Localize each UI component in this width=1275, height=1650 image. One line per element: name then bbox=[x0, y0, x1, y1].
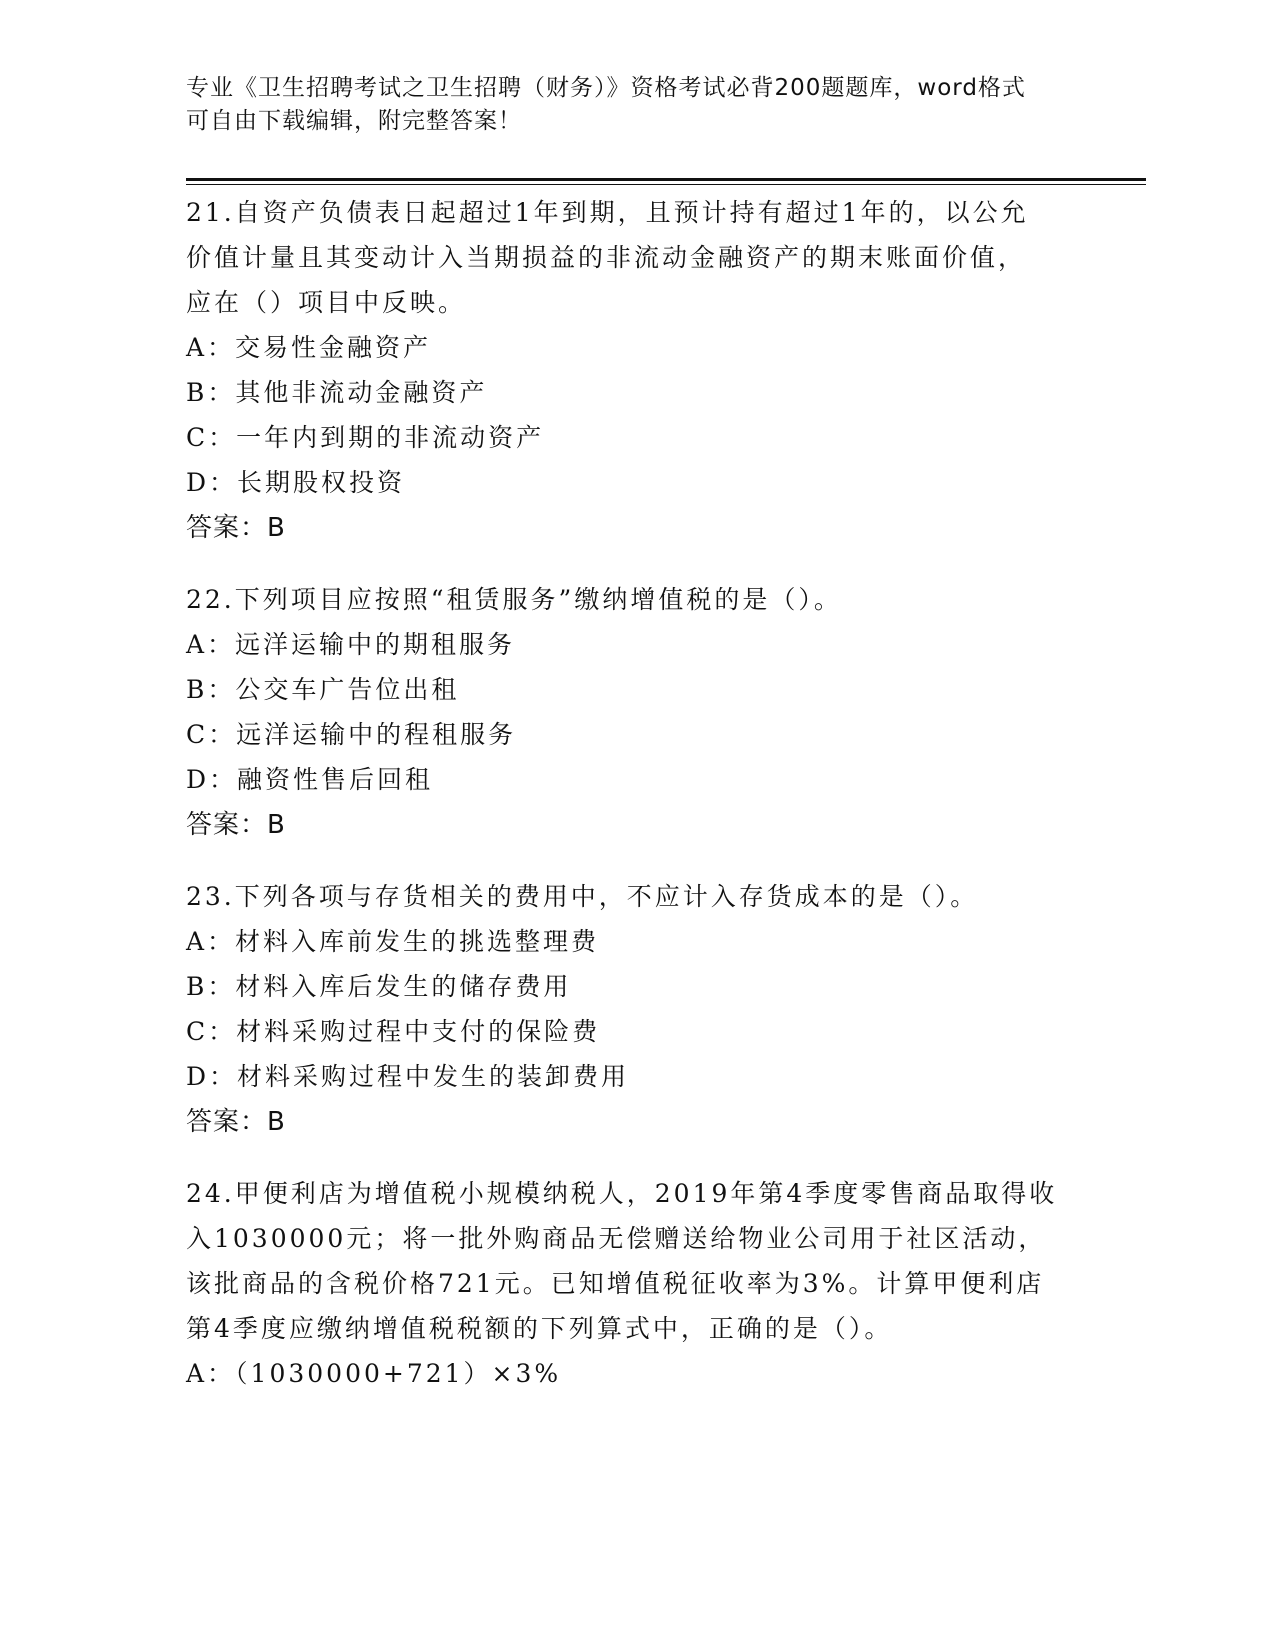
option-a: A：（1030000+721）×3% bbox=[186, 1359, 562, 1388]
option-b: B：其他非流动金融资产 bbox=[186, 378, 488, 407]
option-c: C：材料采购过程中支付的保险费 bbox=[186, 1017, 601, 1046]
answer-line: 答案：B bbox=[186, 513, 286, 543]
question-stem-line: 22.下列项目应按照“租赁服务”缴纳增值税的是（）。 bbox=[186, 585, 842, 614]
document-header bbox=[186, 72, 1066, 138]
question-stem-line: 23.下列各项与存货相关的费用中，不应计入存货成本的是（）。 bbox=[186, 882, 979, 911]
question-21 bbox=[186, 190, 1086, 551]
option-a: A：交易性金融资产 bbox=[186, 333, 432, 362]
option-b: B：材料入库后发生的储存费用 bbox=[186, 972, 572, 1001]
header-rule-thick bbox=[186, 178, 1146, 181]
question-stem-line: 入1030000元；将一批外购商品无偿赠送给物业公司用于社区活动， bbox=[186, 1224, 1047, 1253]
question-stem-line: 应在（）项目中反映。 bbox=[186, 288, 467, 317]
option-d: D：融资性售后回租 bbox=[186, 765, 434, 794]
answer-line: 答案：B bbox=[186, 810, 286, 840]
question-24 bbox=[186, 1171, 1086, 1396]
option-a: A：材料入库前发生的挑选整理费 bbox=[186, 927, 600, 956]
option-c: C：远洋运输中的程租服务 bbox=[186, 720, 517, 749]
header-line-1: 专业《卫生招聘考试之卫生招聘（财务）》资格考试必背200题题库，word格式 bbox=[186, 75, 1026, 101]
option-d: D：长期股权投资 bbox=[186, 468, 406, 497]
question-23 bbox=[186, 874, 1086, 1145]
question-22 bbox=[186, 577, 1086, 848]
option-c: C：一年内到期的非流动资产 bbox=[186, 423, 545, 452]
option-b: B：公交车广告位出租 bbox=[186, 675, 460, 704]
question-stem-line: 21.自资产负债表日起超过1年到期，且预计持有超过1年的，以公允 bbox=[186, 198, 1029, 227]
question-stem-line: 第4季度应缴纳增值税税额的下列算式中，正确的是（）。 bbox=[186, 1314, 893, 1343]
header-rule-thin bbox=[186, 184, 1146, 185]
option-a: A：远洋运输中的期租服务 bbox=[186, 630, 516, 659]
option-d: D：材料采购过程中发生的装卸费用 bbox=[186, 1062, 630, 1091]
header-line-2: 可自由下载编辑，附完整答案！ bbox=[186, 108, 522, 134]
question-list bbox=[186, 190, 1086, 1422]
question-stem-line: 该批商品的含税价格721元。已知增值税征收率为3%。计算甲便利店 bbox=[186, 1269, 1045, 1298]
answer-line: 答案：B bbox=[186, 1107, 286, 1137]
question-stem-line: 价值计量且其变动计入当期损益的非流动金融资产的期末账面价值， bbox=[186, 243, 1027, 272]
question-stem-line: 24.甲便利店为增值税小规模纳税人，2019年第4季度零售商品取得收 bbox=[186, 1179, 1058, 1208]
